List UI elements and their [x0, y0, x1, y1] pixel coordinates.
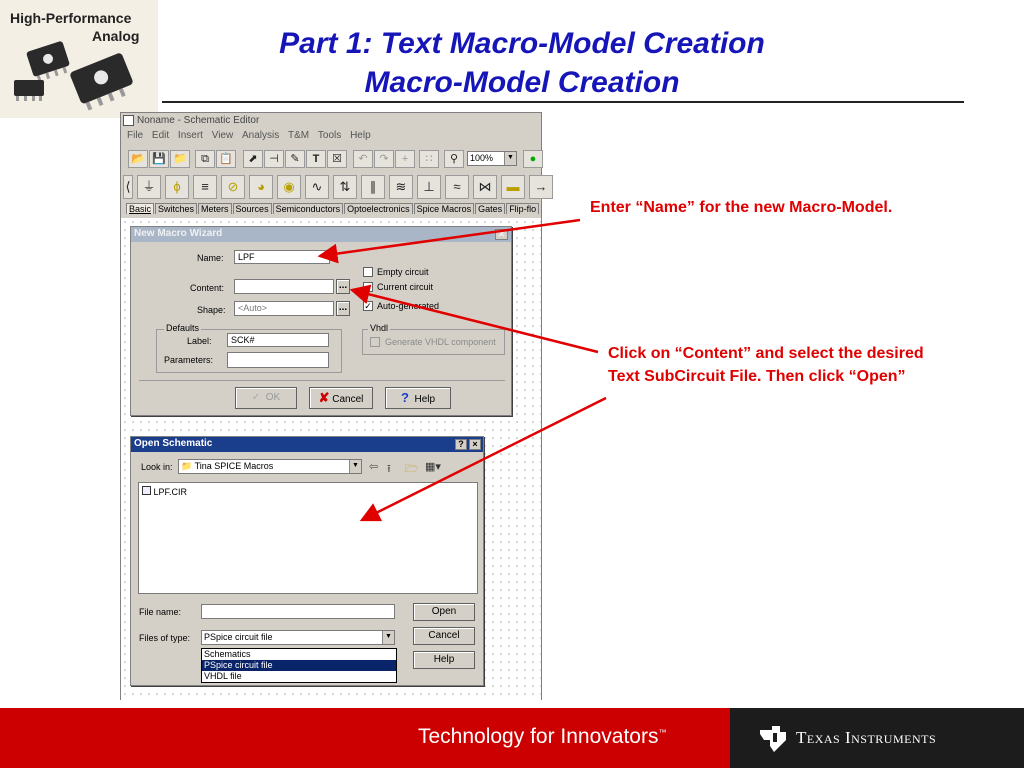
arrow-to-content-button: [352, 290, 598, 352]
ground-icon[interactable]: ⏚: [137, 175, 161, 199]
menu-help[interactable]: Help: [350, 130, 371, 141]
cancel-button[interactable]: Cancel: [413, 627, 475, 645]
look-in-label: Look in:: [141, 462, 173, 472]
parameters-label: Parameters:: [164, 355, 214, 365]
label-label: Label:: [187, 336, 212, 346]
shape-label: Shape:: [197, 305, 226, 315]
current-circuit-label: Current circuit: [377, 282, 434, 292]
close-icon[interactable]: ×: [469, 439, 481, 450]
tab-switches[interactable]: Switches: [155, 203, 197, 214]
macro-wizard-title: New Macro Wizard: [134, 228, 223, 239]
tab-spice-macros[interactable]: Spice Macros: [414, 203, 475, 214]
texas-instruments-wordmark: Texas Instruments: [796, 728, 937, 747]
new-folder-icon[interactable]: 🗁: [405, 463, 419, 475]
switch-icon[interactable]: →: [529, 175, 553, 199]
capacitor-icon[interactable]: ∥: [361, 175, 385, 199]
battery-icon[interactable]: ϕ: [165, 175, 189, 199]
tab-sources[interactable]: Sources: [233, 203, 272, 214]
ti-logo-icon: [758, 726, 788, 752]
name-label: Name:: [197, 253, 224, 263]
delete-icon[interactable]: ☒: [327, 150, 347, 168]
shape-browse-button[interactable]: ...: [336, 301, 350, 316]
grid-icon[interactable]: ∷: [419, 150, 439, 168]
footer-tagline: [418, 725, 666, 749]
open-folder-icon[interactable]: 📂: [128, 150, 148, 168]
zoom-icon[interactable]: ⚲: [444, 150, 464, 168]
paste-icon[interactable]: 📋: [216, 150, 236, 168]
cancel-button-label: Cancel: [332, 394, 364, 405]
slide-title-line2: Macro-Model Creation: [364, 66, 680, 99]
chevron-down-icon: ▼: [382, 631, 394, 644]
editor-title: Noname - Schematic Editor: [137, 115, 260, 126]
annotation-click-content: Click on “Content” and select the desired Text SubCircuit File. Then click “Open”: [608, 345, 924, 385]
generate-vhdl-label: Generate VHDL component: [385, 337, 496, 347]
zoom-value: 100%: [470, 153, 494, 163]
ammeter-icon[interactable]: ◉: [277, 175, 301, 199]
shape-field[interactable]: <Auto>: [234, 301, 334, 316]
folder-icon: 📁: [181, 461, 193, 471]
trademark: ™: [658, 728, 667, 737]
tab-gates[interactable]: Gates: [475, 203, 505, 214]
menu-view[interactable]: View: [211, 130, 234, 141]
undo-icon[interactable]: ↶: [353, 150, 373, 168]
coupled-inductor-icon[interactable]: ⋈: [473, 175, 497, 199]
dc-source-icon[interactable]: ≡: [193, 175, 217, 199]
files-of-type-label: Files of type:: [139, 633, 191, 643]
menu-tools[interactable]: Tools: [317, 130, 342, 141]
pointer-icon[interactable]: ⬈: [243, 150, 263, 168]
content-browse-button[interactable]: ...: [336, 279, 350, 294]
type-option-pspice[interactable]: PSpice circuit file: [202, 660, 396, 671]
wire-icon[interactable]: ⊣: [264, 150, 284, 168]
electrolytic-capacitor-icon[interactable]: ⊥: [417, 175, 441, 199]
type-option-schematics[interactable]: Schematics: [204, 649, 251, 659]
redo-icon[interactable]: ↷: [374, 150, 394, 168]
check-icon: ✓: [251, 392, 261, 403]
text-tool-icon[interactable]: T: [306, 150, 326, 168]
voltage-generator-icon[interactable]: ⊘: [221, 175, 245, 199]
help-button-label: Help: [414, 394, 436, 405]
up-folder-icon[interactable]: ⭱: [387, 463, 391, 475]
dc-analysis-icon[interactable]: ●: [523, 150, 543, 168]
arrow-to-file-list: [362, 398, 606, 520]
logo-line2: Analog: [92, 28, 140, 44]
scroll-left-icon[interactable]: ⟨: [123, 175, 133, 199]
annotation-enter-name: Enter “Name” for the new Macro-Model.: [590, 199, 893, 216]
view-menu-icon[interactable]: ▦▾: [425, 461, 441, 473]
open-icon[interactable]: 📁: [170, 150, 190, 168]
tab-semiconductors[interactable]: Semiconductors: [273, 203, 344, 214]
tab-meters[interactable]: Meters: [198, 203, 232, 214]
menu-insert[interactable]: Insert: [177, 130, 203, 141]
menu-tm[interactable]: T&M: [288, 130, 310, 141]
look-in-value: Tina SPICE Macros: [194, 461, 274, 471]
footer-bar: [0, 708, 1024, 768]
copy-icon[interactable]: ⧉: [195, 150, 215, 168]
open-button[interactable]: Open: [413, 603, 475, 621]
open-dialog-title: Open Schematic: [134, 438, 213, 449]
pen-icon[interactable]: ✎: [285, 150, 305, 168]
auto-generated-checkbox[interactable]: ✓: [364, 301, 372, 311]
save-icon[interactable]: 💾: [149, 150, 169, 168]
slide-title-line1: Part 1: Text Macro-Model Creation: [279, 27, 765, 60]
type-option-vhdl[interactable]: VHDL file: [204, 671, 242, 681]
help-question-icon: ?: [400, 390, 409, 405]
transformer-icon[interactable]: ≈: [445, 175, 469, 199]
ok-button-label: OK: [265, 392, 281, 403]
label-field[interactable]: SCK#: [227, 333, 329, 347]
file-name-label: File name:: [139, 607, 182, 617]
tagline-text: Technology for Innovators: [418, 725, 659, 748]
help-button[interactable]: Help: [413, 651, 475, 669]
voltmeter-icon[interactable]: ◕: [249, 175, 273, 199]
back-arrow-icon[interactable]: ⇦: [369, 461, 379, 473]
tab-flip-flops[interactable]: Flip-flo: [506, 203, 539, 214]
menu-analysis[interactable]: Analysis: [242, 130, 280, 141]
fuse-icon[interactable]: ▬: [501, 175, 525, 199]
close-icon[interactable]: ✕: [495, 229, 508, 240]
vhdl-group-title: Vhdl: [370, 323, 389, 333]
auto-generated-label: Auto-generated: [377, 301, 440, 311]
potentiometer-icon[interactable]: ⇅: [333, 175, 357, 199]
tab-basic[interactable]: Basic: [126, 203, 154, 214]
name-field[interactable]: LPF: [234, 250, 330, 264]
tab-optoelectronics[interactable]: Optoelectronics: [344, 203, 413, 214]
chevron-down-icon: ▼: [504, 152, 516, 165]
menu-file[interactable]: File: [127, 130, 144, 141]
logo-line1: High-Performance: [10, 10, 132, 26]
resistor-icon[interactable]: ∿: [305, 175, 329, 199]
crosshair-icon[interactable]: +: [395, 150, 415, 168]
arrow-to-name-field: [320, 220, 580, 256]
cancel-x-icon: ✘: [318, 390, 330, 405]
content-label: Content:: [190, 283, 225, 293]
chevron-down-icon: ▼: [349, 460, 361, 473]
file-name-lpf: LPF.CIR: [153, 487, 188, 497]
empty-circuit-label: Empty circuit: [377, 267, 429, 277]
help-question-button[interactable]: ?: [455, 439, 467, 450]
defaults-group-title: Defaults: [166, 323, 200, 333]
files-of-type-value: PSpice circuit file: [204, 632, 273, 642]
inductor-icon[interactable]: ≋: [389, 175, 413, 199]
menu-edit[interactable]: Edit: [151, 130, 170, 141]
